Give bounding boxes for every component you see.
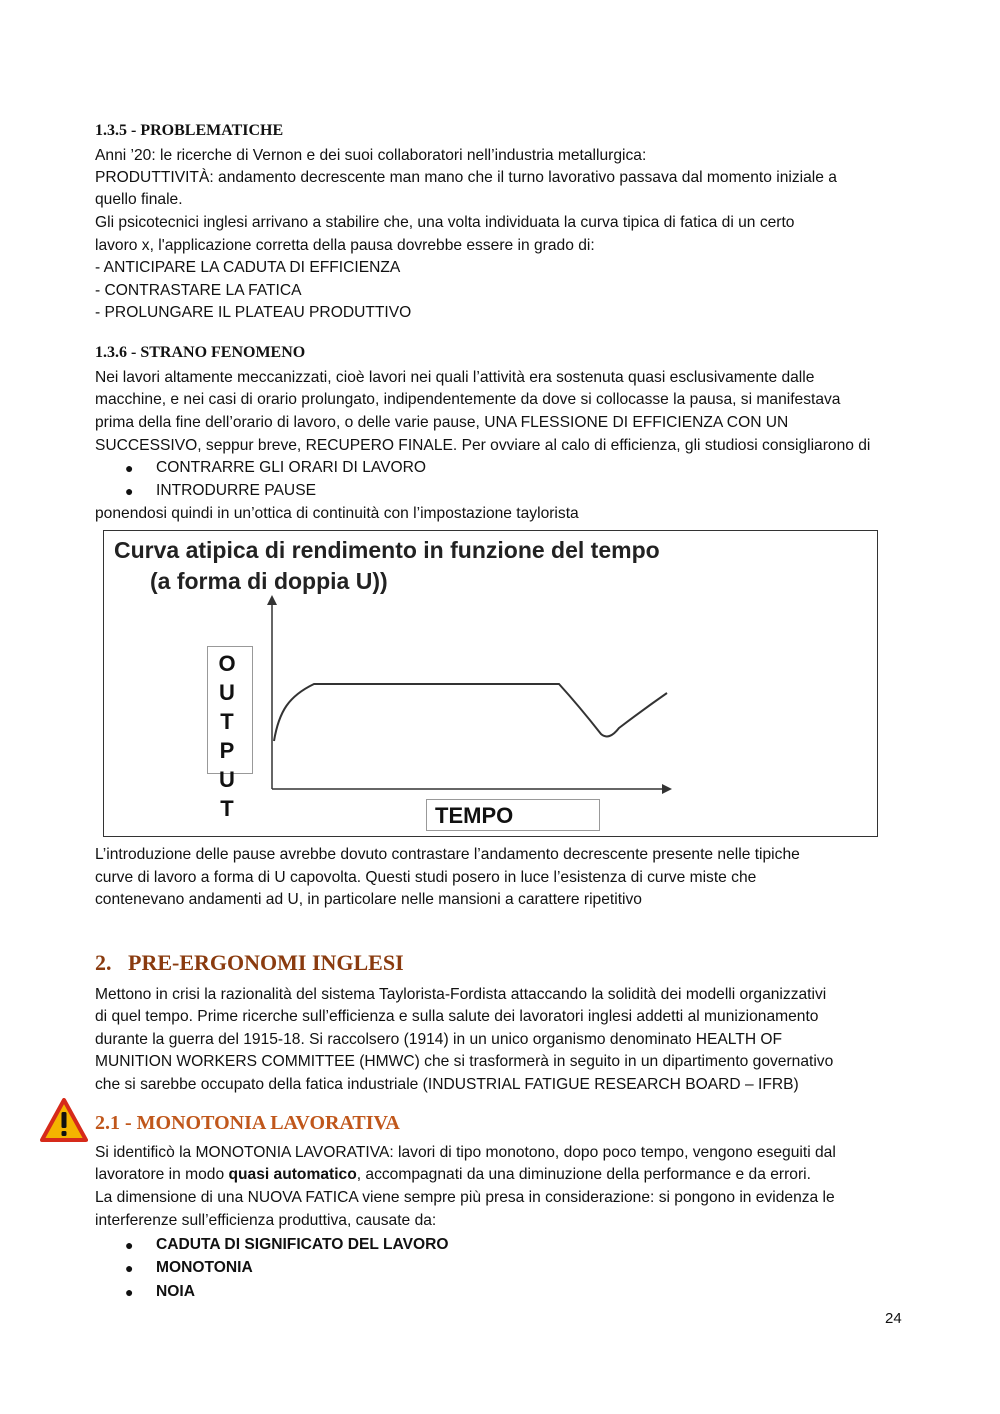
x-axis-label: TEMPO (435, 803, 514, 828)
paragraph-line: interferenze sull’efficienza produttiva, causate da: (95, 1212, 437, 1229)
bullet-icon: ● (125, 1260, 134, 1276)
page-number: 24 (885, 1310, 902, 1327)
list-item: CONTRARRE GLI ORARI DI LAVORO (156, 459, 427, 476)
chart-title-line2: (a forma di doppia U)) (150, 568, 388, 594)
chart-title-line1: Curva atipica di rendimento in funzione del tempo (114, 537, 660, 563)
paragraph-line: lavoro x, l'applicazione corretta della pausa dovrebbe essere in grado di: (95, 237, 595, 254)
list-item: - CONTRASTARE LA FATICA (95, 282, 302, 299)
y-axis-label-letter: P (219, 738, 235, 763)
paragraph-line: Si identificò la MONOTONIA LAVORATIVA: lavori di tipo monotono, dopo poco tempo, vengono eseguiti dal (95, 1144, 836, 1161)
paragraph-line: L’introduzione delle pause avrebbe dovuto contrastare l’andamento decrescente presente nelle tipiche (95, 846, 800, 863)
bullet-icon: ● (125, 1237, 134, 1253)
bullet-icon: ● (125, 460, 134, 476)
y-axis-label-letter: U (219, 680, 235, 705)
warning-icon (40, 1098, 88, 1142)
y-axis-label-letter: T (220, 796, 234, 821)
heading-2-1: 2.1 - MONOTONIA LAVORATIVA (95, 1112, 400, 1134)
y-axis-arrow-icon (267, 595, 277, 605)
paragraph-line: che si sarebbe occupato della fatica industriale (INDUSTRIAL FATIGUE RESEARCH BOARD – IFRB) (95, 1076, 799, 1093)
paragraph-line: curve di lavoro a forma di U capovolta. Questi studi posero in luce l’esistenza di curve miste che (95, 869, 757, 886)
paragraph-line: SUCCESSIVO, seppur breve, RECUPERO FINALE. Per ovviare al calo di efficienza, gli studiosi consigliarono di (95, 437, 871, 454)
paragraph-line: contenevano andamenti ad U, in particolare nelle mansioni a carattere ripetitivo (95, 891, 642, 908)
y-axis-label-letter: T (220, 709, 234, 734)
paragraph-line: prima della fine dell’orario di lavoro, o delle varie pause, UNA FLESSIONE DI EFFICIENZA CON UN (95, 414, 789, 431)
paragraph-line: ponendosi quindi in un’ottica di continuità con l’impostazione taylorista (95, 505, 579, 522)
paragraph-line: La dimensione di una NUOVA FATICA viene sempre più presa in considerazione: si pongono in evidenza le (95, 1189, 835, 1206)
list-item: INTRODURRE PAUSE (156, 482, 316, 499)
bullet-icon: ● (125, 483, 134, 499)
paragraph-line: Nei lavori altamente meccanizzati, cioè lavori nei quali l’attività era sostenuta quasi esclusivamente dalle (95, 369, 815, 386)
paragraph-line: Mettono in crisi la razionalità del sistema Taylorista-Fordista attaccando la solidità dei modelli organizzativi (95, 986, 827, 1003)
chart-plot (104, 531, 876, 835)
x-axis-arrow-icon (662, 784, 672, 794)
bullet-icon: ● (125, 1284, 134, 1300)
heading-section-2: 2. PRE-ERGONOMI INGLESI (95, 950, 404, 975)
paragraph-line: macchine, e nei casi di orario prolungato, indipendentemente da dove si collocasse la pausa, si manifestava (95, 391, 841, 408)
heading-1-3-5: 1.3.5 - PROBLEMATICHE (95, 122, 284, 139)
list-item: - ANTICIPARE LA CADUTA DI EFFICIENZA (95, 259, 401, 276)
text-span: , accompagnati da una diminuzione della performance e da errori. (356, 1166, 811, 1183)
text-span: lavoratore in modo (95, 1166, 229, 1183)
heading-1-3-6: 1.3.6 - STRANO FENOMENO (95, 344, 306, 361)
paragraph-line: MUNITION WORKERS COMMITTEE (HMWC) che si trasformerà in seguito in un dipartimento governativo (95, 1053, 834, 1070)
list-item: MONOTONIA (156, 1259, 253, 1276)
y-axis-label-letter: O (218, 651, 236, 676)
paragraph-line: PRODUTTIVITÀ: andamento decrescente man mano che il turno lavorativo passava dal momento iniziale a (95, 169, 837, 186)
x-axis-label-box (426, 799, 600, 831)
list-item: CADUTA DI SIGNIFICATO DEL LAVORO (156, 1236, 449, 1253)
list-item: - PROLUNGARE IL PLATEAU PRODUTTIVO (95, 304, 412, 321)
paragraph-line: Anni ’20: le ricerche di Vernon e dei suoi collaboratori nell’industria metallurgica: (95, 147, 647, 164)
list-item: NOIA (156, 1283, 195, 1300)
paragraph-line: di quel tempo. Prime ricerche sull’efficienza e sulla salute dei lavoratori inglesi addetti al munizionamento (95, 1008, 819, 1025)
bold-text: quasi automatico (228, 1166, 357, 1183)
y-axis-label-letter: U (219, 767, 235, 792)
paragraph-line: Gli psicotecnici inglesi arrivano a stabilire che, una volta individuata la curva tipica di fatica di un certo (95, 214, 795, 231)
paragraph-line: durante la guerra del 1915-18. Si raccolsero (1914) in un unico organismo denominato HEALTH OF (95, 1031, 783, 1048)
chart-figure (103, 530, 878, 837)
output-curve (274, 684, 667, 741)
paragraph-line (95, 1164, 811, 1186)
paragraph-line: quello finale. (95, 191, 183, 208)
